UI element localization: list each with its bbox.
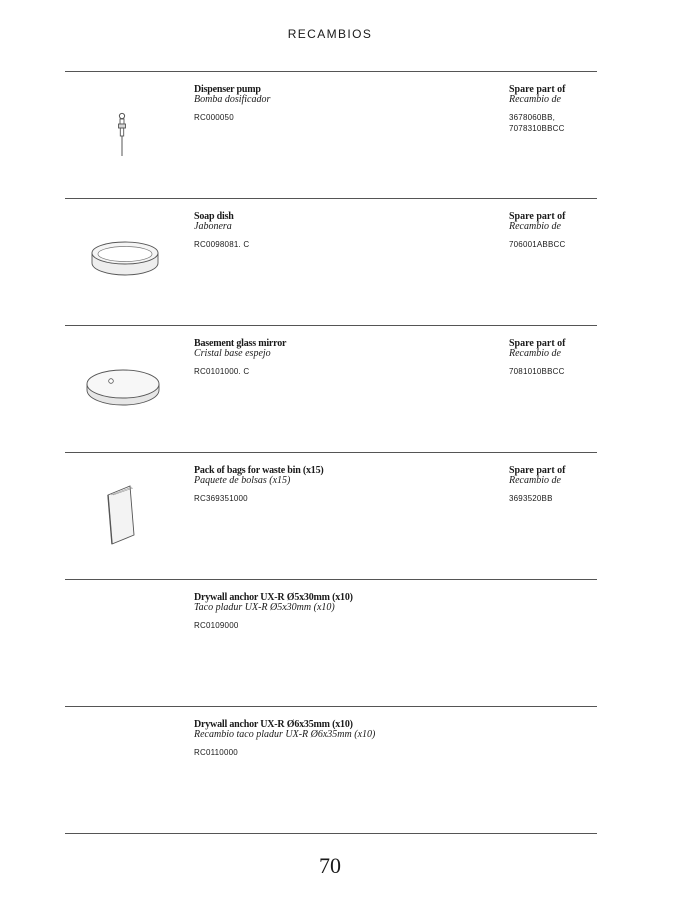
spare-part-code: 7081010BBCC: [509, 367, 565, 376]
spare-part-label: Spare part of: [509, 338, 566, 349]
item-name-es: Recambio taco pladur UX-R Ø6x35mm (x10): [194, 729, 376, 740]
item-name: Basement glass mirror: [194, 338, 287, 349]
spare-part-codes: [509, 366, 565, 377]
spare-part-codes: [509, 493, 553, 504]
page-number: 70: [319, 853, 341, 878]
bag-pack-icon: [65, 453, 185, 579]
page-title: RECAMBIOS: [287, 27, 373, 41]
spare-part-code: 706001ABBCC: [509, 240, 566, 249]
list-item: [65, 199, 597, 325]
spare-part-label-es: Recambio de: [509, 221, 561, 232]
spare-part-codes: [509, 239, 565, 250]
list-item: [65, 707, 597, 833]
divider: [65, 833, 597, 834]
item-code: RC0110000: [194, 748, 238, 757]
item-code: RC0098081. C: [194, 240, 250, 249]
item-name-es: Bomba dosificador: [194, 94, 271, 105]
item-name: Dispenser pump: [194, 84, 261, 95]
item-name-es: Cristal base espejo: [194, 348, 271, 359]
item-code: RC0109000: [194, 621, 239, 630]
spare-part-label: Spare part of: [509, 211, 566, 222]
spare-part-label-es: Recambio de: [509, 94, 561, 105]
spare-part-code: 3693520BB: [509, 494, 553, 503]
item-code: RC369351000: [194, 494, 248, 503]
spare-part-code: 7078310BBCC: [509, 124, 565, 133]
item-name-es: Paquete de bolsas (x15): [194, 475, 291, 486]
item-name: Drywall anchor UX-R Ø6x35mm (x10): [194, 719, 353, 730]
list-item: [65, 580, 597, 706]
spare-part-codes: [509, 112, 565, 134]
dispenser-pump-icon: [65, 72, 185, 198]
glass-mirror-icon: [65, 326, 185, 452]
item-name: Soap dish: [194, 211, 234, 222]
spare-part-code: 3678060BB,: [509, 113, 556, 122]
list-item: [65, 453, 597, 579]
spare-part-label: Spare part of: [509, 465, 566, 476]
spare-part-label: Spare part of: [509, 84, 566, 95]
item-name: Drywall anchor UX-R Ø5x30mm (x10): [194, 592, 353, 603]
item-code: RC0101000. C: [194, 367, 250, 376]
item-name-es: Taco pladur UX-R Ø5x30mm (x10): [194, 602, 335, 613]
soap-dish-icon: [65, 199, 185, 325]
list-item: [65, 326, 597, 452]
item-name-es: Jabonera: [194, 221, 232, 232]
item-code: RC000050: [194, 113, 234, 122]
list-item: [65, 72, 597, 198]
spare-part-label-es: Recambio de: [509, 475, 561, 486]
spare-part-label-es: Recambio de: [509, 348, 561, 359]
item-name: Pack of bags for waste bin (x15): [194, 465, 324, 476]
